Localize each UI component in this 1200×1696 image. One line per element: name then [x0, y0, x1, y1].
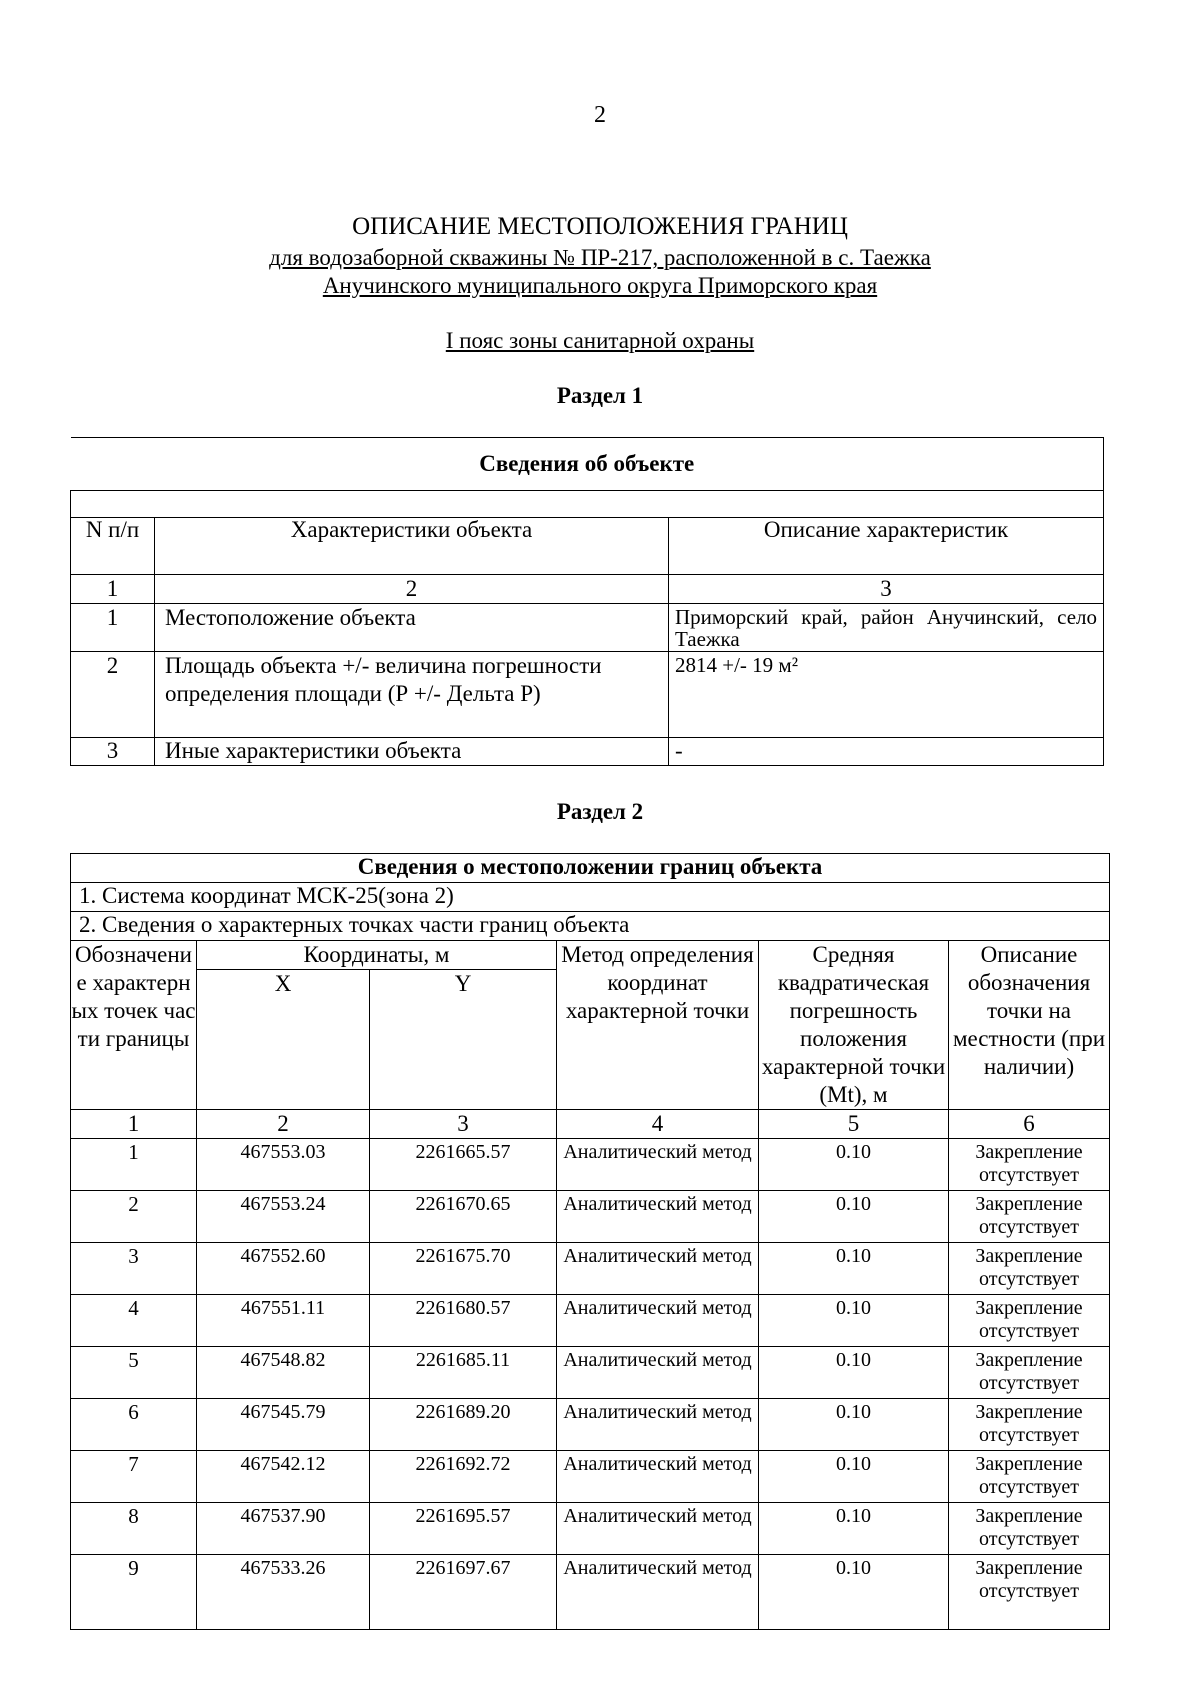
point-description: Закрепление отсутствует	[949, 1243, 1110, 1295]
point-id: 8	[71, 1503, 197, 1555]
table-row	[71, 1139, 1110, 1191]
coordinate-system: 1. Система координат МСК-25(зона 2)	[71, 883, 1110, 912]
table-row	[71, 1347, 1110, 1399]
col-head-method: Метод определения координат характерной точки	[557, 941, 759, 1110]
page-number: 2	[594, 102, 606, 128]
point-error: 0.10	[759, 1503, 949, 1555]
col-number: 1	[71, 1110, 197, 1139]
col-number: 4	[557, 1110, 759, 1139]
point-y: 2261689.20	[370, 1399, 557, 1451]
row-description: -	[669, 738, 1104, 766]
object-info-title: Сведения об объекте	[71, 438, 1104, 491]
point-error: 0.10	[759, 1139, 949, 1191]
col-head-n: N п/п	[71, 518, 155, 575]
point-id: 1	[71, 1139, 197, 1191]
table-row	[71, 1451, 1110, 1503]
point-id: 9	[71, 1555, 197, 1630]
row-characteristic: Местоположение объекта	[155, 604, 669, 652]
col-number: 1	[71, 575, 155, 604]
document-subtitle	[0, 244, 1200, 300]
point-y: 2261675.70	[370, 1243, 557, 1295]
point-method: Аналитический метод	[557, 1451, 759, 1503]
point-id: 4	[71, 1295, 197, 1347]
table-row	[71, 1399, 1110, 1451]
points-caption: 2. Сведения о характерных точках части границ объекта	[71, 912, 1110, 941]
col-number: 3	[370, 1110, 557, 1139]
point-y: 2261695.57	[370, 1503, 557, 1555]
document-title: ОПИСАНИЕ МЕСТОПОЛОЖЕНИЯ ГРАНИЦ	[352, 213, 848, 240]
col-head-designation: Обозначение характерных точек части границы	[71, 941, 197, 1110]
point-x: 467533.26	[197, 1555, 370, 1630]
point-x: 467551.11	[197, 1295, 370, 1347]
point-error: 0.10	[759, 1399, 949, 1451]
table-row	[71, 1295, 1110, 1347]
point-method: Аналитический метод	[557, 1399, 759, 1451]
col-head-point-description: Описание обозначения точки на местности (при наличии)	[949, 941, 1110, 1110]
point-id: 3	[71, 1243, 197, 1295]
table-row	[71, 1503, 1110, 1555]
point-x: 467548.82	[197, 1347, 370, 1399]
row-number: 3	[71, 738, 155, 766]
point-description: Закрепление отсутствует	[949, 1555, 1110, 1630]
point-y: 2261692.72	[370, 1451, 557, 1503]
boundary-points-table	[70, 853, 1110, 1630]
point-description: Закрепление отсутствует	[949, 1191, 1110, 1243]
point-method: Аналитический метод	[557, 1347, 759, 1399]
table-row	[71, 1555, 1110, 1630]
point-y: 2261685.11	[370, 1347, 557, 1399]
row-description: 2814 +/- 19 м²	[669, 652, 1104, 738]
point-method: Аналитический метод	[557, 1555, 759, 1630]
point-y: 2261697.67	[370, 1555, 557, 1630]
object-info-table	[70, 437, 1104, 766]
point-description: Закрепление отсутствует	[949, 1295, 1110, 1347]
table-row	[71, 1243, 1110, 1295]
col-head-y: Y	[370, 970, 557, 1110]
boundary-table-title: Сведения о местоположении границ объекта	[71, 854, 1110, 883]
point-id: 7	[71, 1451, 197, 1503]
col-head-description: Описание характеристик	[669, 518, 1104, 575]
point-description: Закрепление отсутствует	[949, 1139, 1110, 1191]
row-number: 2	[71, 652, 155, 738]
point-x: 467545.79	[197, 1399, 370, 1451]
point-id: 2	[71, 1191, 197, 1243]
point-method: Аналитический метод	[557, 1191, 759, 1243]
point-error: 0.10	[759, 1555, 949, 1630]
subtitle-line-2: Анучинского муниципального округа Приморского края	[322, 273, 878, 298]
point-error: 0.10	[759, 1243, 949, 1295]
point-method: Аналитический метод	[557, 1139, 759, 1191]
section1-heading: Раздел 1	[556, 383, 644, 408]
point-id: 6	[71, 1399, 197, 1451]
blank-row	[71, 491, 1104, 518]
col-head-error: Средняя квадратическая погрешность положения характерной точки (Mt), м	[759, 941, 949, 1110]
point-x: 467537.90	[197, 1503, 370, 1555]
point-description: Закрепление отсутствует	[949, 1399, 1110, 1451]
point-y: 2261670.65	[370, 1191, 557, 1243]
point-id: 5	[71, 1347, 197, 1399]
point-y: 2261680.57	[370, 1295, 557, 1347]
zone-title: I пояс зоны санитарной охраны	[445, 328, 755, 353]
col-head-x: X	[197, 970, 370, 1110]
point-error: 0.10	[759, 1451, 949, 1503]
point-x: 467542.12	[197, 1451, 370, 1503]
col-number: 5	[759, 1110, 949, 1139]
row-characteristic: Иные характеристики объекта	[155, 738, 669, 766]
col-head-characteristics: Характеристики объекта	[155, 518, 669, 575]
col-number: 2	[197, 1110, 370, 1139]
point-method: Аналитический метод	[557, 1243, 759, 1295]
col-number: 2	[155, 575, 669, 604]
point-method: Аналитический метод	[557, 1295, 759, 1347]
table-row	[71, 1191, 1110, 1243]
section2-heading: Раздел 2	[556, 799, 644, 824]
point-description: Закрепление отсутствует	[949, 1503, 1110, 1555]
point-x: 467553.03	[197, 1139, 370, 1191]
col-head-coordinates: Координаты, м	[197, 941, 557, 970]
point-x: 467553.24	[197, 1191, 370, 1243]
point-x: 467552.60	[197, 1243, 370, 1295]
point-error: 0.10	[759, 1191, 949, 1243]
point-description: Закрепление отсутствует	[949, 1451, 1110, 1503]
col-number: 3	[669, 575, 1104, 604]
point-error: 0.10	[759, 1347, 949, 1399]
point-error: 0.10	[759, 1295, 949, 1347]
row-description: Приморский край, район Анучинский, село Таежка	[669, 604, 1104, 652]
point-description: Закрепление отсутствует	[949, 1347, 1110, 1399]
row-characteristic: Площадь объекта +/- величина погрешности определения площади (Р +/- Дельта Р)	[155, 652, 669, 738]
point-method: Аналитический метод	[557, 1503, 759, 1555]
point-y: 2261665.57	[370, 1139, 557, 1191]
row-number: 1	[71, 604, 155, 652]
col-number: 6	[949, 1110, 1110, 1139]
subtitle-line-1: для водозаборной скважины № ПР-217, расположенной в с. Таежка	[269, 245, 931, 270]
